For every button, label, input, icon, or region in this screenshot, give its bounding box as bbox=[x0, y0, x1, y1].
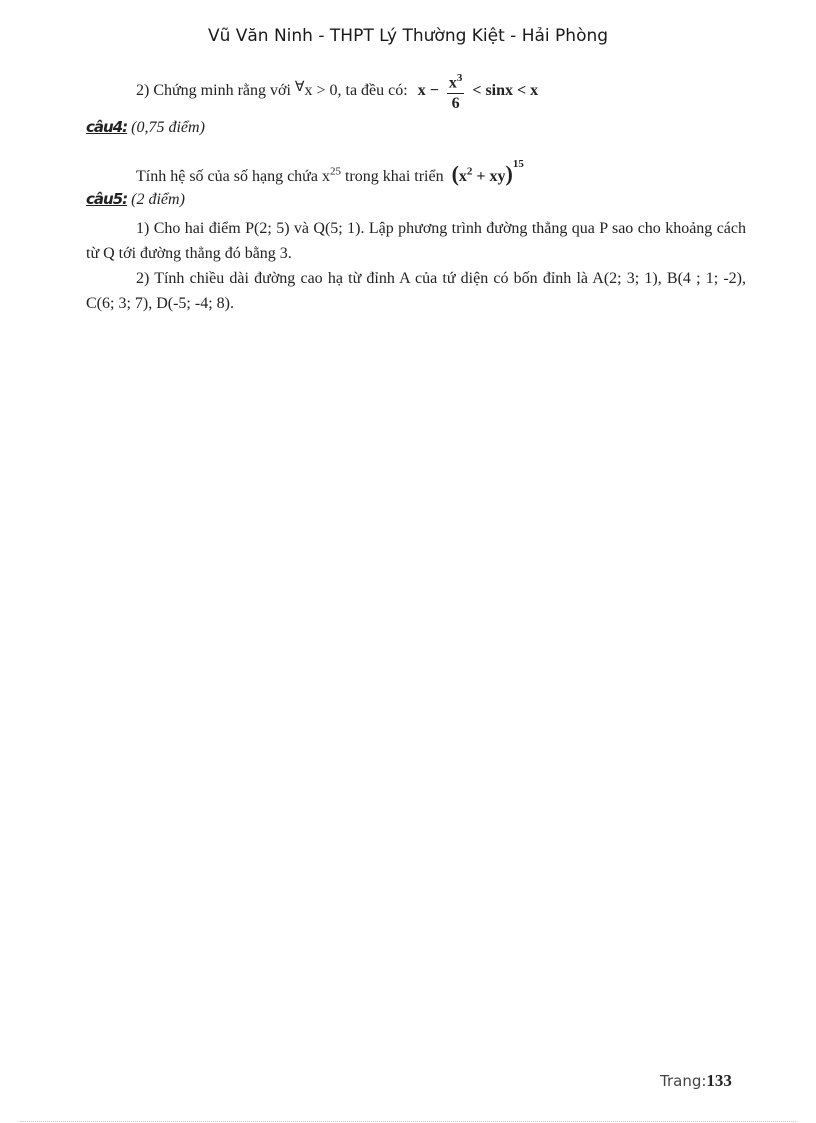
inequality-formula bbox=[417, 72, 539, 113]
exponent-25: 25 bbox=[329, 165, 341, 178]
formula-x-minus: x − bbox=[417, 81, 439, 99]
question-5-points: (2 điểm) bbox=[131, 191, 185, 208]
page-footer bbox=[660, 1071, 732, 1091]
bottom-divider bbox=[20, 1121, 796, 1122]
item2-condition: x > 0, ta đều có: bbox=[304, 81, 408, 99]
question-5-part-1: 1) Cho hai điểm P(2; 5) và Q(5; 1). Lập phương trình đường thẳng qua P sao cho khoảng cách từ Q tới đường thẳng đó bằng 3. bbox=[86, 220, 746, 262]
question-5-part-2: 2) Tính chiều dài đường cao hạ từ đỉnh A của tứ diện có bốn đỉnh là A(2; 3; 1), B(4 ; 1; -2), C(6; 3; 7), D(-5; -4; 8). bbox=[86, 270, 746, 312]
question-4-label: câu4: bbox=[86, 118, 128, 136]
page-number: 133 bbox=[706, 1071, 732, 1090]
binomial-expression: $(x^2 + xy)^{15}$ bbox=[451, 158, 524, 186]
page-label: Trang: bbox=[660, 1072, 707, 1090]
question-5-label: câu5: bbox=[86, 190, 128, 208]
question-4-heading bbox=[86, 118, 205, 137]
question-4-points: (0,75 điểm) bbox=[131, 119, 205, 136]
formula-rest: < sinx < x bbox=[472, 81, 539, 99]
item2-text: 2) Chứng minh rằng với bbox=[136, 81, 291, 99]
item2-statement bbox=[136, 68, 538, 114]
fraction bbox=[447, 68, 465, 114]
question-4-text: Tính hệ số của số hạng chứa $x^{25}$ trong khai triển $(x^2 + xy)^{15}$ bbox=[136, 158, 524, 186]
fraction-numerator: $x^3$ bbox=[447, 68, 465, 94]
fraction-denominator: 6 bbox=[451, 95, 460, 113]
page-header: Vũ Văn Ninh - THPT Lý Thường Kiệt - Hải Phòng bbox=[207, 26, 609, 46]
forall-symbol: ∀ bbox=[294, 79, 305, 95]
question-5-heading bbox=[86, 190, 185, 209]
outer-exponent: 15 bbox=[512, 158, 524, 170]
